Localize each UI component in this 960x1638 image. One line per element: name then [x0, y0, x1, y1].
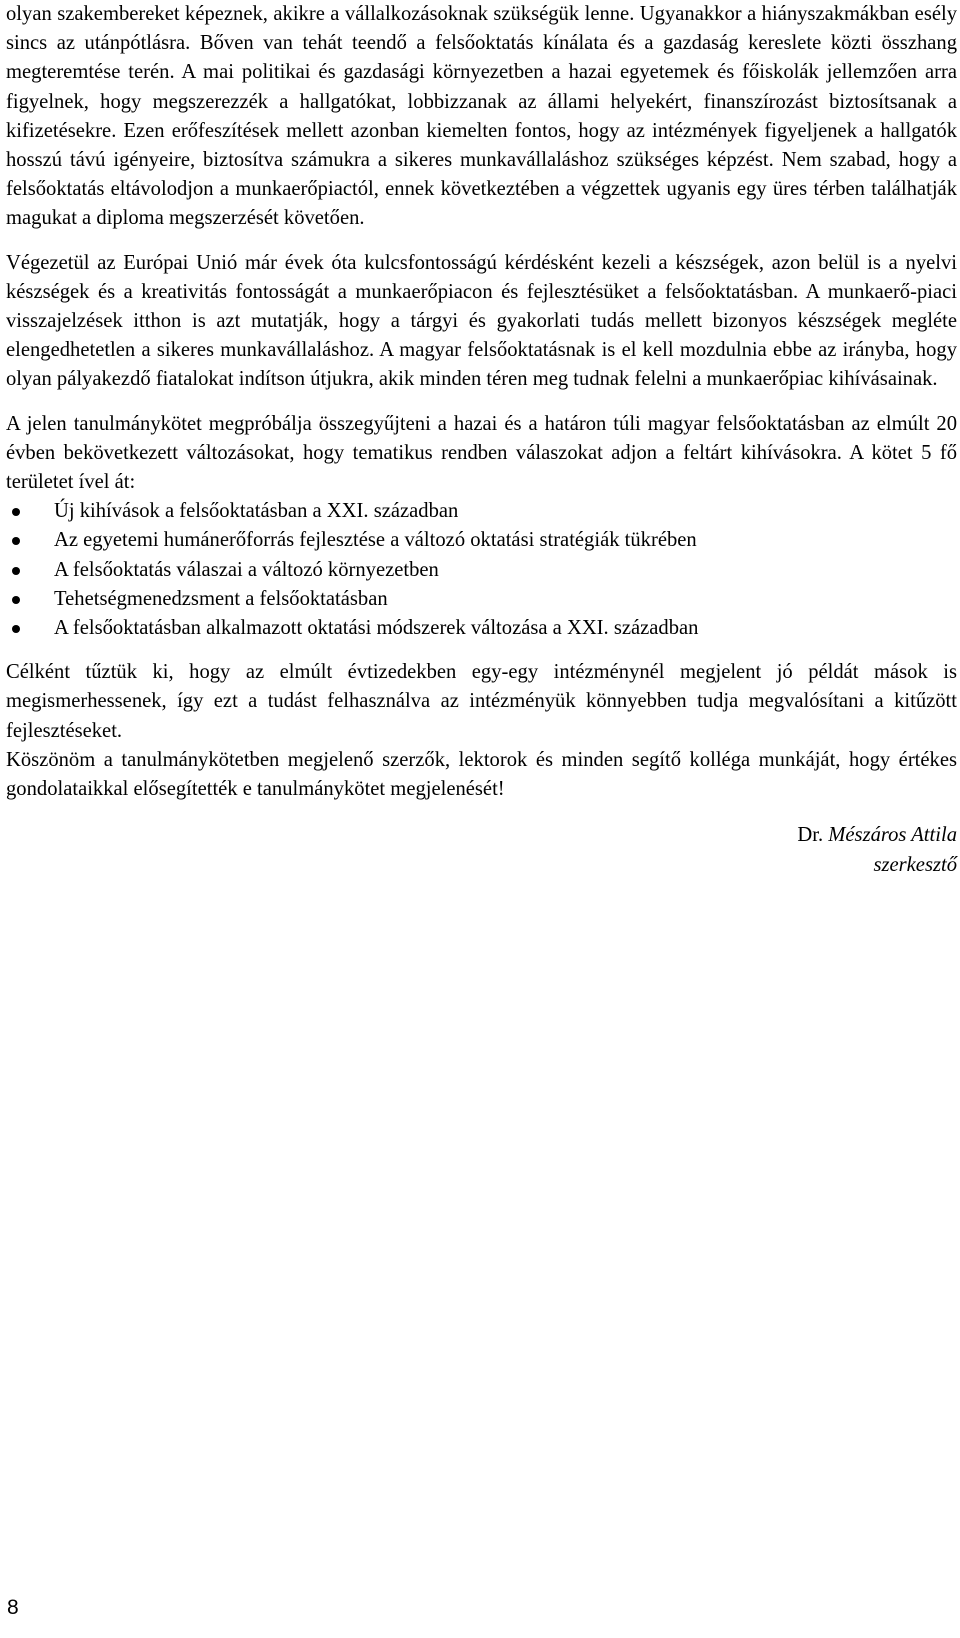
document-page: [6, 0, 957, 880]
topic-list: [6, 497, 957, 643]
bullet-icon: [12, 625, 20, 633]
signature-title: Dr.: [797, 824, 824, 847]
bullet-icon: [12, 537, 20, 545]
list-item-text: Az egyetemi humánerőforrás fejlesztése a változó oktatási stratégiák tükrében: [54, 529, 697, 552]
signature-name-line: [6, 820, 957, 850]
signature-block: [6, 820, 957, 880]
bullet-icon: [12, 596, 20, 604]
list-item-text: A felsőoktatásban alkalmazott oktatási módszerek változása a XXI. században: [54, 617, 699, 640]
bullet-icon: [12, 567, 20, 575]
closing-paragraph-2: Köszönöm a tanulmánykötetben megjelenő szerzők, lektorok és minden segítő kolléga munkáját, hogy értékes gondolataikkal elősegítették e tanulmánykötet megjelenését!: [6, 748, 957, 801]
page-number: 8: [7, 1596, 19, 1619]
bullet-icon: [12, 508, 20, 516]
list-item-text: A felsőoktatás válaszai a változó környezetben: [54, 558, 439, 581]
closing-paragraph-1: Célként tűztük ki, hogy az elmúlt évtizedekben egy-egy intézménynél megjelent jó példát mások is megismerhessenek, így ezt a tudást felhasználva az intézményük könnyebben tudja megvalósítani a kitűzött fejlesztéseket.: [6, 661, 957, 742]
list-item-text: Tehetségmenedzsment a felsőoktatásban: [54, 587, 388, 610]
body-paragraph-1: olyan szakembereket képeznek, akikre a vállalkozásoknak szükségük lenne. Ugyanakkor a hiányszakmákban esély sincs az utánpótlásra. Bőven van tehát teendő a felsőoktatás kínálata és a gazdaság kereslete közti összhang megteremtése terén. A mai politikai és gazdasági környezetben a hazai egyetemek és főiskolák jellemzően arra figyelnek, hogy megszerezzék a hallgatókat, lobbizzanak az állami helyekért, finanszírozást biztosítsanak a kifizetésekre. Ezen erőfeszítések mellett azonban kiemelten fontos, hogy az intézmények figyeljenek a hallgatók hosszú távú igényeire, biztosítva számukra a sikeres munkavállaláshoz szükséges képzést. Nem szabad, hogy a felsőoktatás eltávolodjon a munkaerőpiactól, ennek következtében a végzettek ugyanis egy üres térben találhatják magukat a diploma megszerzését követően.: [6, 3, 957, 230]
signature-role: szerkesztő: [873, 854, 957, 877]
body-paragraph-2: Végezetül az Európai Unió már évek óta kulcsfontosságú kérdésként kezeli a készségek, azon belül is a nyelvi készségek és a kreativitás fontosságát a munkaerőpiacon és fejlesztésüket a felsőoktatásban. A munkaerő-piaci visszajelzések itthon is azt mutatják, hogy a tárgyi és gyakorlati tudás mellett bizonyos készségek megléte elengedhetetlen a sikeres munkavállaláshoz. A magyar felsőoktatásnak is el kell mozdulnia ebbe az irányba, hogy olyan pályakezdő fiatalokat indítson útjukra, akik minden téren meg tudnak felelni a munkaerőpiac kihívásainak.: [6, 251, 957, 391]
signature-name: Mészáros Attila: [828, 824, 957, 847]
list-item: [6, 556, 957, 585]
list-item: [6, 585, 957, 614]
list-item: [6, 497, 957, 526]
list-item: [6, 526, 957, 555]
list-item: [6, 614, 957, 643]
body-paragraph-3: A jelen tanulmánykötet megpróbálja összegyűjteni a hazai és a határon túli magyar felsőoktatásban az elmúlt 20 évben bekövetkezett változásokat, hogy tematikus rendben válaszokat adjon a feltárt kihívásokra. A kötet 5 fő területet ível át:: [6, 412, 957, 494]
list-item-text: Új kihívások a felsőoktatásban a XXI. században: [54, 500, 459, 523]
